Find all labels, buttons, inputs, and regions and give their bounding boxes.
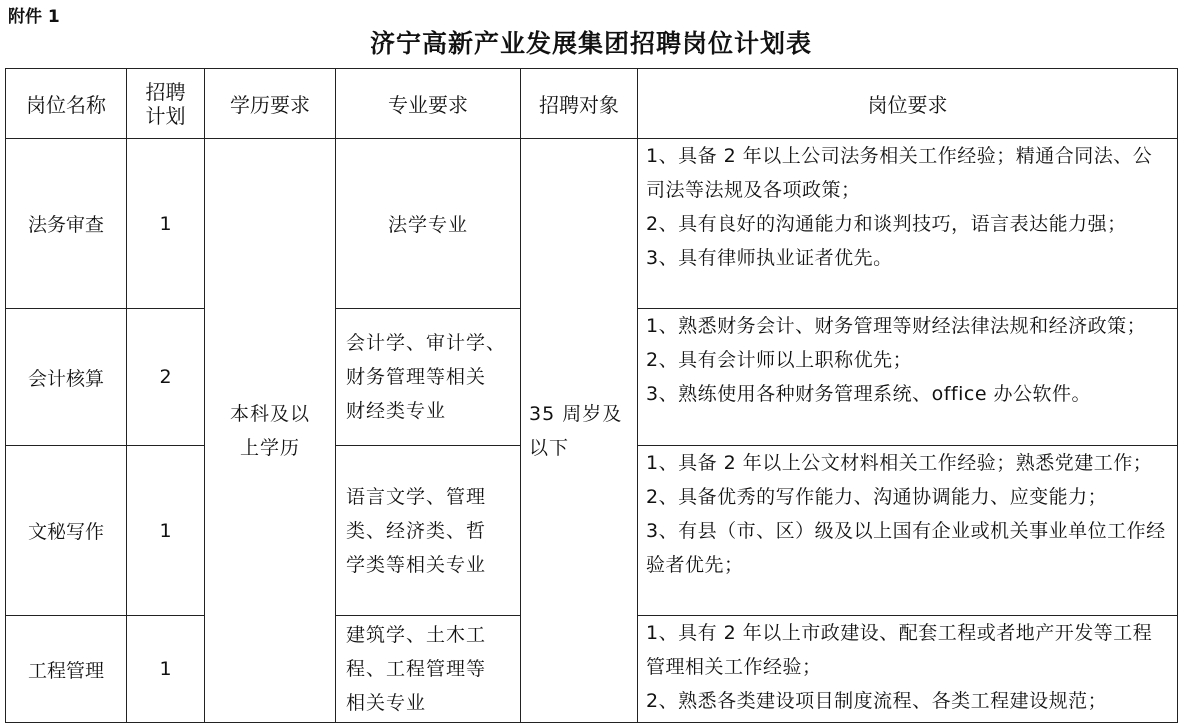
count-cell: 1 — [127, 139, 205, 309]
requirement-item: 1、具备 2 年以上公司法务相关工作经验；精通合同法、公司法等法规及各项政策； — [646, 145, 1153, 201]
major-line: 程、工程管理等 — [346, 658, 487, 680]
header-position: 岗位名称 — [6, 69, 127, 139]
major-line: 建筑学、土木工 — [346, 624, 487, 646]
requirement-item: 2、具有良好的沟通能力和谈判技巧，语言表达能力强； — [646, 213, 1127, 235]
target-line2: 以下 — [529, 436, 570, 459]
requirement-item: 2、具有会计师以上职称优先； — [646, 349, 913, 371]
major-cell — [336, 139, 521, 309]
target-line1: 35 周岁及 — [529, 402, 623, 425]
requirement-item: 3、具有律师执业证者优先。 — [646, 247, 893, 269]
education-cell — [205, 139, 336, 723]
count-cell: 1 — [127, 616, 205, 723]
attachment-label: 附件 1 — [8, 7, 60, 27]
header-plan-line2: 计划 — [145, 103, 186, 128]
major-line: 会计学、审计学、 — [346, 332, 507, 354]
position-cell: 法务审查 — [6, 139, 127, 309]
header-education: 学历要求 — [205, 69, 336, 139]
requirements-cell — [638, 139, 1178, 309]
table-header-row — [6, 69, 1178, 139]
header-major: 专业要求 — [336, 69, 521, 139]
requirement-item: 3、熟练使用各种财务管理系统、office 办公软件。 — [646, 383, 1092, 405]
major-line: 财务管理等相关 — [346, 366, 487, 388]
major-cell — [336, 309, 521, 446]
recruitment-table — [5, 68, 1178, 723]
requirements-cell — [638, 616, 1178, 723]
requirement-item: 1、具有 2 年以上市政建设、配套工程或者地产开发等工程管理相关工作经验； — [646, 622, 1153, 678]
major-line: 学类等相关专业 — [346, 553, 487, 576]
education-line2: 上学历 — [239, 436, 300, 459]
major-line: 语言文学、管理 — [346, 485, 487, 508]
target-cell — [521, 139, 638, 723]
major-line: 法学专业 — [387, 214, 468, 236]
requirement-item: 2、熟悉各类建设项目制度流程、各类工程建设规范； — [646, 690, 1108, 712]
position-cell: 工程管理 — [6, 616, 127, 723]
major-line: 财经类专业 — [346, 400, 447, 422]
requirement-item: 2、具备优秀的写作能力、沟通协调能力、应变能力； — [646, 486, 1108, 508]
count-cell: 2 — [127, 309, 205, 446]
education-line1: 本科及以 — [229, 402, 310, 425]
major-line: 类、经济类、哲 — [346, 519, 487, 542]
header-plan-line1: 招聘 — [145, 79, 186, 104]
major-line: 相关专业 — [346, 692, 427, 714]
requirement-item: 3、有县（市、区）级及以上国有企业或机关事业单位工作经验者优先； — [646, 520, 1166, 576]
requirements-cell — [638, 446, 1178, 616]
position-cell: 会计核算 — [6, 309, 127, 446]
header-plan — [127, 69, 205, 139]
page-title: 济宁高新产业发展集团招聘岗位计划表 — [369, 29, 812, 58]
position-cell: 文秘写作 — [6, 446, 127, 616]
header-requirements: 岗位要求 — [638, 69, 1178, 139]
major-cell — [336, 616, 521, 723]
count-cell: 1 — [127, 446, 205, 616]
major-cell — [336, 446, 521, 616]
requirements-cell — [638, 309, 1178, 446]
header-target: 招聘对象 — [521, 69, 638, 139]
table-row — [6, 139, 1178, 309]
requirement-item: 1、熟悉财务会计、财务管理等财经法律法规和经济政策； — [646, 315, 1147, 337]
requirement-item: 1、具备 2 年以上公文材料相关工作经验；熟悉党建工作； — [646, 452, 1153, 474]
